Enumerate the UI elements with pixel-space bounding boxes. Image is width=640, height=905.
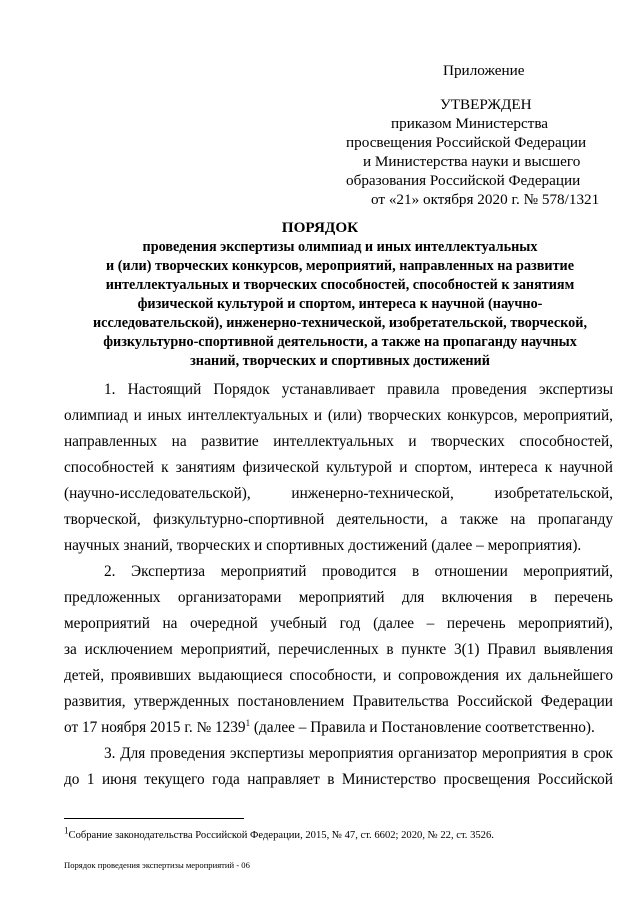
approval-line: и Министерства науки и высшего	[363, 153, 581, 170]
paragraph-1-line: направленных на развитие интеллектуальных и творческих способностей,	[64, 433, 613, 450]
paragraph-2-line: предложенных организаторами мероприятий для включения в перечень	[64, 589, 613, 606]
paragraph-1-line: творческой, физкультурно-спортивной деятельности, а также на пропаганду	[64, 511, 613, 528]
footnote-separator	[64, 818, 244, 819]
approval-line: просвещения Российской Федерации	[346, 134, 587, 151]
title-line: исследовательской), инженерно-технической, изобретательской, творческой,	[92, 315, 588, 331]
paragraph-2-line: 2. Экспертиза мероприятий проводится в отношении мероприятий,	[104, 563, 613, 580]
footnote	[64, 825, 494, 843]
footnote-reference[interactable]: 1	[245, 717, 251, 728]
paragraph-1-line: научных знаний, творческих и спортивных достижений (далее – мероприятия).	[64, 537, 582, 554]
document-title: ПОРЯДОК	[281, 219, 359, 236]
approved-label: УТВЕРЖДЕН	[440, 96, 532, 113]
title-line: знаний, творческих и спортивных достижений	[190, 353, 490, 369]
title-line: проведения экспертизы олимпиад и иных интеллектуальных	[142, 239, 538, 255]
paragraph-2-line: мероприятий на очередной учебный год (далее – перечень мероприятий),	[64, 615, 613, 632]
paragraph-2-line: развития, утвержденных постановлением Правительства Российской Федерации	[64, 693, 613, 710]
paragraph-1-line: 1. Настоящий Порядок устанавливает правила проведения экспертизы	[104, 381, 613, 398]
title-line: интеллектуальных и творческих способностей, способностей к занятиям	[105, 277, 575, 293]
title-line: физической культурой и спортом, интереса к научной (научно-	[137, 296, 543, 312]
approval-line: образования Российской Федерации	[346, 172, 581, 189]
title-line: и (или) творческих конкурсов, мероприятий, направленных на развитие	[105, 258, 575, 274]
paragraph-3-line: до 1 июня текущего года направляет в Министерство просвещения Российской	[64, 771, 613, 788]
title-line: физкультурно-спортивной деятельности, а также на пропаганду научных	[103, 334, 577, 350]
paragraph-1-line: способностей к занятиям физической культурой и спортом, интереса к научной	[64, 459, 613, 476]
footnote-text: Собрание законодательства Российской Федерации, 2015, № 47, ст. 6602; 2020, № 22, ст. 3526.	[68, 830, 494, 841]
footnote-mark: 1	[64, 825, 69, 836]
paragraph-2-line-text: (далее – Правила и Постановление соответственно).	[250, 719, 595, 736]
paragraph-3-line: 3. Для проведения экспертизы мероприятия организатор мероприятия в срок	[104, 745, 613, 762]
approval-line: приказом Министерства	[391, 115, 549, 132]
approval-date-line: от «21» октября 2020 г. № 578/1321	[371, 191, 600, 208]
page-footer: Порядок проведения экспертизы мероприятий - 06	[64, 860, 250, 870]
paragraph-2-last-line	[64, 718, 613, 737]
appendix-label: Приложение	[443, 62, 525, 79]
paragraph-2-line: детей, проявивших выдающиеся способности, и сопровождения их дальнейшего	[64, 667, 613, 684]
paragraph-1-line: олимпиад и иных интеллектуальных и (или) творческих конкурсов, мероприятий,	[64, 407, 613, 424]
paragraph-2-line-text: от 17 ноября 2015 г. № 1239	[64, 719, 246, 736]
paragraph-2-line: за исключением мероприятий, перечисленных в пункте 3(1) Правил выявления	[64, 641, 613, 658]
paragraph-1-line: (научно-исследовательской), инженерно-технической, изобретательской,	[64, 485, 613, 502]
